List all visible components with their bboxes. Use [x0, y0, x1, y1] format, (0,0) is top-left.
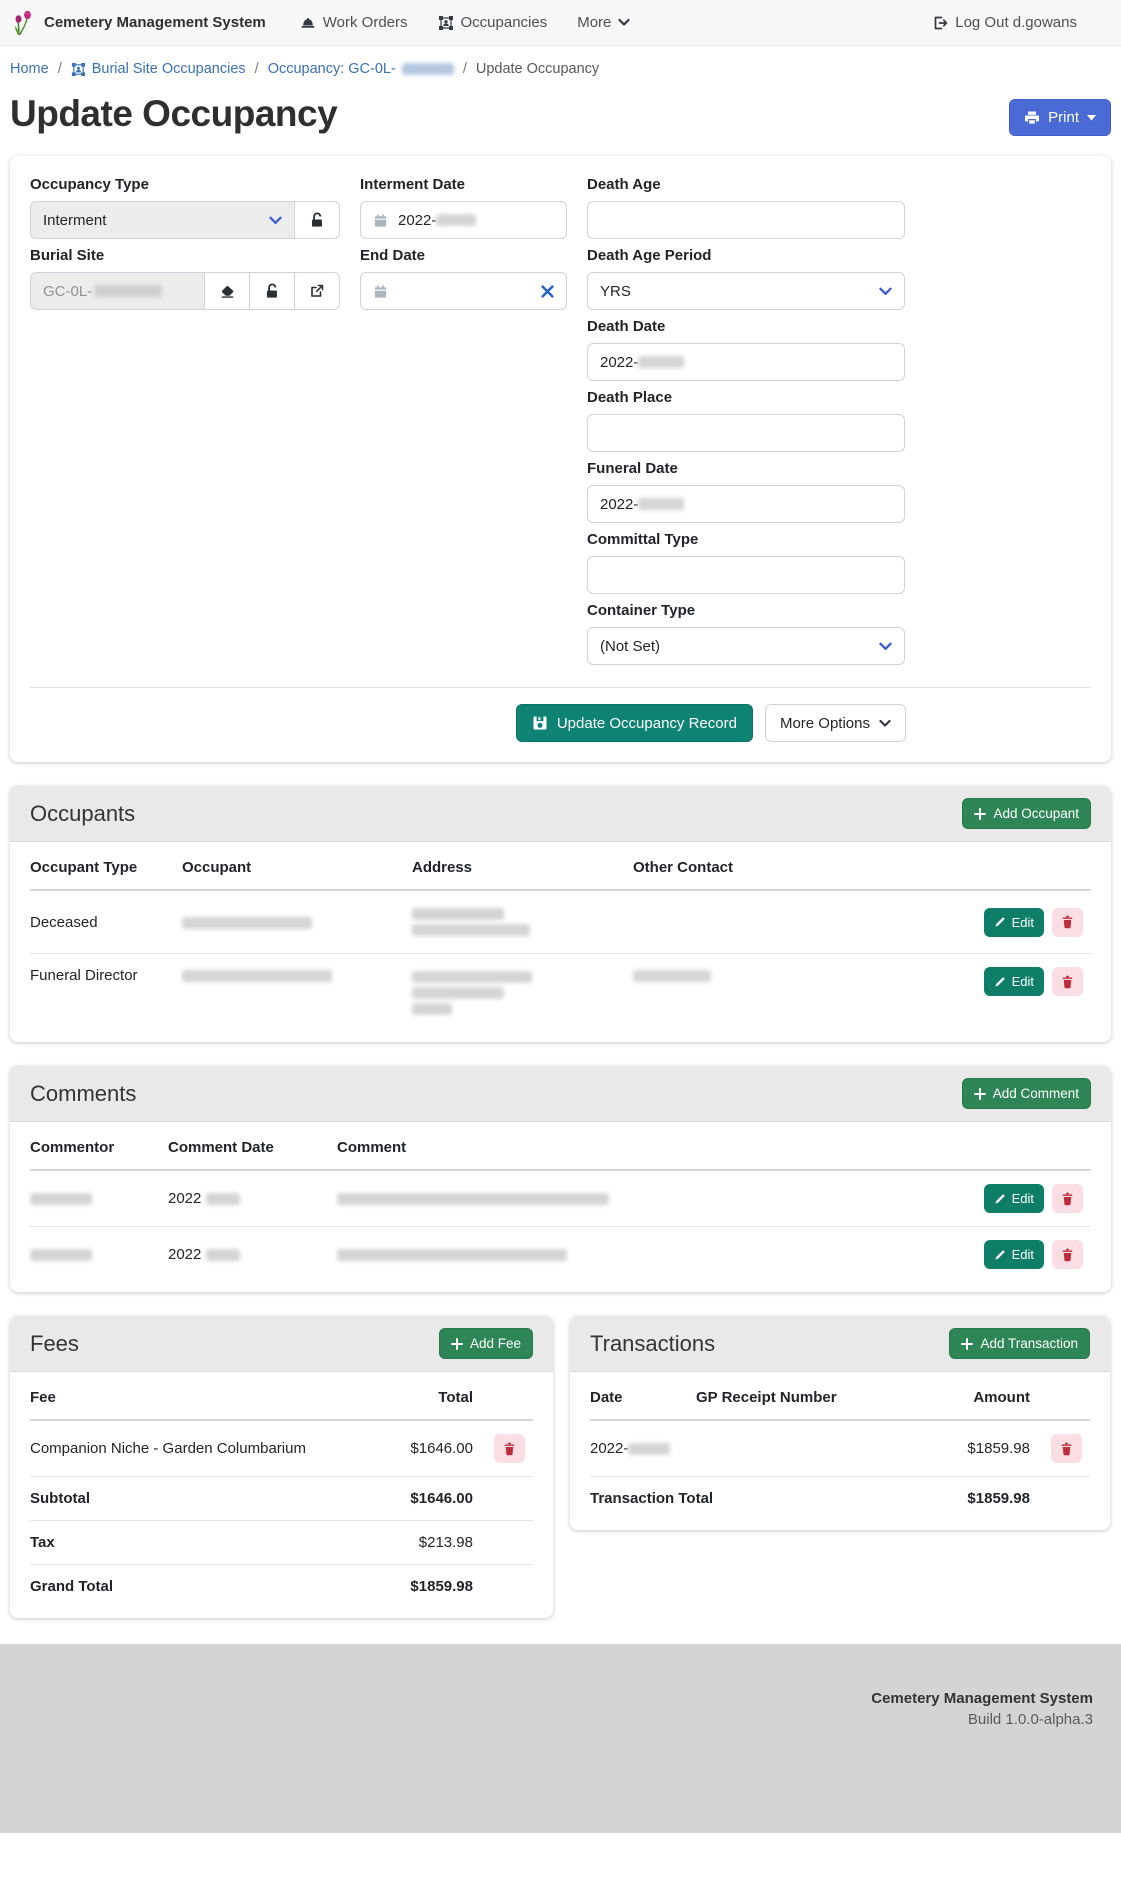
- fee-name-cell: Companion Niche - Garden Columbarium: [30, 1440, 306, 1457]
- table-row: [30, 1421, 533, 1477]
- redacted-text: [628, 1443, 670, 1455]
- add-comment-button[interactable]: [962, 1078, 1091, 1109]
- trash-icon: [1061, 1248, 1074, 1262]
- column-header: Comment Date: [168, 1139, 274, 1156]
- printer-icon: [1024, 110, 1040, 126]
- comment-cell: [337, 1233, 941, 1276]
- transaction-date-prefix: 2022-: [590, 1440, 629, 1457]
- column-header: Date: [590, 1389, 623, 1406]
- nav-item-occupancies[interactable]: [438, 14, 548, 31]
- breadcrumb-home[interactable]: Home: [10, 61, 49, 77]
- fees-header: [10, 1316, 553, 1372]
- tax-value: $213.98: [418, 1534, 473, 1551]
- edit-occupant-button[interactable]: [984, 967, 1044, 996]
- address-cell: [412, 891, 633, 953]
- plus-icon: [974, 1088, 986, 1100]
- column-header: Amount: [973, 1389, 1030, 1406]
- trash-icon: [1061, 915, 1074, 929]
- breadcrumb-label: Occupancy: GC-0L-: [267, 61, 396, 77]
- add-occupant-button[interactable]: [962, 798, 1091, 829]
- occupant-type-cell: Funeral Director: [30, 967, 138, 984]
- add-comment-label: Add Comment: [992, 1086, 1079, 1101]
- pencil-icon: [994, 916, 1006, 928]
- occupancy-frame-icon: [438, 15, 454, 31]
- form-column-middle: [360, 176, 567, 318]
- logout-label: Log Out d.gowans: [955, 14, 1077, 31]
- funeral-date-field: [587, 460, 905, 523]
- redacted-text: [638, 356, 684, 368]
- add-transaction-label: Add Transaction: [980, 1336, 1078, 1351]
- update-label: Update Occupancy Record: [556, 714, 737, 732]
- pencil-icon: [994, 1249, 1006, 1261]
- breadcrumb-separator: /: [57, 61, 62, 77]
- funeral-date-label: Funeral Date: [587, 460, 678, 477]
- row-actions: [941, 1171, 1091, 1226]
- occupants-card: [10, 786, 1111, 1042]
- occupancy-type-field: [30, 176, 340, 239]
- transaction-total-value: $1859.98: [967, 1490, 1030, 1507]
- column-header: Occupant Type: [30, 859, 138, 876]
- burial-site-field: [30, 247, 340, 310]
- interment-date-field: [360, 176, 567, 239]
- occupants-title: Occupants: [30, 800, 136, 826]
- table-row: [590, 1421, 1090, 1477]
- death-date-value: 2022-: [600, 353, 639, 371]
- redacted-text: [30, 1249, 92, 1261]
- lock-toggle-button[interactable]: [250, 272, 295, 310]
- occupants-table-header: [30, 846, 1091, 891]
- plus-icon: [451, 1338, 463, 1350]
- save-icon: [532, 715, 548, 731]
- other-contact-cell: [633, 954, 813, 997]
- breadcrumb-occupancy[interactable]: [268, 61, 454, 77]
- comments-header: [10, 1066, 1111, 1122]
- column-header: Occupant: [182, 859, 252, 876]
- commentor-cell: [30, 1177, 168, 1220]
- nav-item-more[interactable]: [577, 14, 630, 31]
- plus-icon: [961, 1338, 973, 1350]
- edit-comment-button[interactable]: [984, 1184, 1044, 1213]
- death-place-field: [587, 389, 905, 452]
- subtotal-row: [30, 1477, 533, 1521]
- logout-link[interactable]: [932, 14, 1077, 31]
- comment-cell: [337, 1177, 941, 1220]
- address-cell: [412, 954, 633, 1032]
- death-age-period-field: [587, 247, 905, 310]
- occupant-cell: [182, 901, 412, 944]
- more-options-button[interactable]: [765, 704, 906, 742]
- nav-item-label: Work Orders: [322, 14, 408, 31]
- comments-table-header: [30, 1126, 1091, 1171]
- death-age-label: Death Age: [587, 176, 661, 193]
- add-fee-button[interactable]: [439, 1328, 533, 1359]
- tax-row: [30, 1521, 533, 1565]
- delete-occupant-button[interactable]: [1052, 967, 1083, 996]
- row-actions: [1038, 1421, 1090, 1476]
- chevron-down-icon: [879, 719, 891, 728]
- subtotal-value: $1646.00: [410, 1490, 473, 1507]
- death-age-field: [587, 176, 905, 239]
- committal-type-input[interactable]: [587, 556, 905, 594]
- chevron-down-icon: [879, 642, 892, 651]
- pencil-icon: [994, 1193, 1006, 1205]
- grand-total-label: Grand Total: [30, 1578, 114, 1595]
- tax-label: Tax: [30, 1534, 55, 1551]
- occupancy-type-select[interactable]: [30, 201, 295, 239]
- redacted-text: [412, 987, 504, 999]
- transactions-card: [570, 1316, 1110, 1530]
- row-actions: [813, 954, 1091, 1009]
- fees-title: Fees: [30, 1330, 79, 1356]
- trash-icon: [1061, 1192, 1074, 1206]
- other-contact-cell: [633, 909, 813, 935]
- redacted-text: [182, 917, 312, 929]
- column-header: Commentor: [30, 1139, 115, 1156]
- tulip-logo-icon: [14, 10, 36, 36]
- death-date-input[interactable]: [587, 343, 905, 381]
- container-type-label: Container Type: [587, 602, 696, 619]
- transactions-table: [570, 1372, 1110, 1530]
- transactions-table-header: [590, 1376, 1090, 1421]
- gp-receipt-cell: [696, 1436, 926, 1462]
- occupancy-frame-icon: [71, 62, 86, 77]
- occupancy-form-card: [10, 156, 1111, 762]
- redacted-text: [402, 63, 454, 75]
- interment-date-value: 2022-: [398, 211, 437, 229]
- row-actions: [813, 895, 1091, 950]
- committal-type-label: Committal Type: [587, 531, 699, 548]
- breadcrumb-separator: /: [462, 61, 467, 77]
- fees-card: [10, 1316, 553, 1618]
- row-actions: [481, 1421, 533, 1476]
- calendar-icon: [373, 284, 388, 299]
- title-row: [10, 93, 1111, 136]
- transaction-total-row: [590, 1477, 1090, 1520]
- plus-icon: [974, 808, 986, 820]
- end-date-input[interactable]: [360, 272, 567, 310]
- table-row: [30, 1171, 1091, 1227]
- external-link-icon: [309, 283, 325, 299]
- burial-site-input[interactable]: [30, 272, 205, 310]
- column-header: Total: [438, 1389, 473, 1406]
- lock-toggle-button[interactable]: [295, 201, 340, 239]
- edit-comment-button[interactable]: [984, 1240, 1044, 1269]
- death-age-period-label: Death Age Period: [587, 247, 712, 264]
- pencil-icon: [994, 976, 1006, 988]
- fees-table-header: [30, 1376, 533, 1421]
- calendar-icon: [373, 213, 388, 228]
- chevron-down-icon: [618, 18, 630, 27]
- footer-app-name: Cemetery Management System: [871, 1690, 1093, 1707]
- table-row: [30, 891, 1091, 954]
- form-column-left: [30, 176, 340, 318]
- add-occupant-label: Add Occupant: [993, 806, 1079, 821]
- funeral-date-value: 2022-: [600, 495, 639, 513]
- nav-item-work-orders[interactable]: [300, 14, 408, 31]
- death-date-label: Death Date: [587, 318, 666, 335]
- death-age-period-value: YRS: [600, 282, 631, 300]
- redacted-text: [337, 1193, 609, 1205]
- breadcrumb-burial-site-occupancies[interactable]: [71, 61, 246, 77]
- chevron-down-icon: [879, 287, 892, 296]
- death-place-input[interactable]: [587, 414, 905, 452]
- breadcrumb-current: Update Occupancy: [475, 61, 600, 77]
- breadcrumb-separator: /: [254, 61, 259, 77]
- chevron-down-icon: [269, 216, 282, 225]
- table-row: [30, 1227, 1091, 1282]
- form-column-right: [587, 176, 905, 673]
- death-date-field: [587, 318, 905, 381]
- breadcrumb: [0, 46, 1121, 85]
- add-fee-label: Add Fee: [469, 1336, 521, 1351]
- grand-total-value: $1859.98: [410, 1578, 473, 1595]
- redacted-text: [94, 285, 162, 297]
- grand-total-row: [30, 1565, 533, 1608]
- comment-date-prefix: 2022: [168, 1190, 202, 1207]
- edit-label: Edit: [1011, 1247, 1034, 1262]
- interment-date-label: Interment Date: [360, 176, 466, 193]
- redacted-text: [412, 908, 504, 920]
- print-label: Print: [1048, 109, 1079, 126]
- unlock-icon: [264, 283, 281, 300]
- container-type-value: (Not Set): [600, 637, 661, 655]
- redacted-text: [633, 970, 711, 982]
- death-age-input[interactable]: [587, 201, 905, 239]
- redacted-text: [436, 214, 476, 226]
- subtotal-label: Subtotal: [30, 1490, 90, 1507]
- comment-date-cell: [168, 1177, 337, 1220]
- death-age-period-select[interactable]: [587, 272, 905, 310]
- footer-build-version: Build 1.0.0-alpha.3: [967, 1711, 1093, 1728]
- nav-item-label: More: [577, 14, 612, 31]
- print-button[interactable]: [1009, 99, 1111, 136]
- breadcrumb-label: Burial Site Occupancies: [91, 61, 246, 77]
- column-header: Address: [412, 859, 473, 876]
- add-transaction-button[interactable]: [949, 1328, 1090, 1359]
- commentor-cell: [30, 1233, 168, 1276]
- death-place-label: Death Place: [587, 389, 673, 406]
- amount-cell: $1859.98: [967, 1440, 1030, 1457]
- transaction-date-cell: [590, 1427, 696, 1470]
- hard-hat-icon: [300, 15, 316, 31]
- trash-icon: [1061, 975, 1074, 989]
- row-actions: [941, 1227, 1091, 1282]
- trash-icon: [503, 1442, 516, 1456]
- occupants-table: [10, 842, 1111, 1042]
- column-header: Comment: [337, 1139, 407, 1156]
- nav-item-label: Occupancies: [460, 14, 548, 31]
- clear-end-date-icon[interactable]: [541, 285, 554, 298]
- redacted-text: [412, 924, 530, 936]
- comment-date-prefix: 2022: [168, 1246, 202, 1263]
- fees-table: [10, 1372, 553, 1618]
- edit-label: Edit: [1011, 974, 1034, 989]
- delete-comment-button[interactable]: [1052, 1184, 1083, 1213]
- open-burial-site-button[interactable]: [295, 272, 340, 310]
- transactions-title: Transactions: [590, 1330, 716, 1356]
- redacted-text: [182, 970, 332, 982]
- occupancy-type-label: Occupancy Type: [30, 176, 149, 193]
- occupant-type-cell: Deceased: [30, 913, 98, 931]
- burial-site-value: GC-0L-: [43, 282, 93, 300]
- column-header: Fee: [30, 1389, 56, 1406]
- edit-occupant-button[interactable]: [984, 908, 1044, 937]
- column-header: GP Receipt Number: [696, 1389, 837, 1406]
- funeral-date-input[interactable]: [587, 485, 905, 523]
- comments-card: [10, 1066, 1111, 1292]
- brand[interactable]: [14, 10, 266, 36]
- page-footer: [0, 1644, 1121, 1833]
- column-header: Other Contact: [633, 859, 734, 876]
- trash-icon: [1060, 1442, 1073, 1456]
- burial-site-label: Burial Site: [30, 247, 105, 264]
- unlock-icon: [309, 212, 326, 229]
- update-occupancy-record-button[interactable]: [516, 704, 753, 742]
- caret-down-icon: [1087, 115, 1096, 121]
- redacted-text: [206, 1249, 240, 1261]
- more-options-label: More Options: [779, 714, 870, 732]
- clear-burial-site-button[interactable]: [205, 272, 250, 310]
- page-title: Update Occupancy: [10, 93, 338, 134]
- eraser-icon: [219, 283, 236, 300]
- redacted-text: [206, 1193, 240, 1205]
- end-date-label: End Date: [360, 247, 426, 264]
- comments-table: [10, 1122, 1111, 1292]
- container-type-select[interactable]: [587, 627, 905, 665]
- occupants-header: [10, 786, 1111, 842]
- transaction-total-label: Transaction Total: [590, 1490, 714, 1507]
- edit-label: Edit: [1011, 914, 1034, 930]
- delete-occupant-button[interactable]: [1052, 908, 1083, 937]
- comments-title: Comments: [30, 1080, 137, 1106]
- redacted-text: [412, 1003, 452, 1015]
- redacted-text: [638, 498, 684, 510]
- edit-label: Edit: [1011, 1191, 1034, 1206]
- interment-date-input[interactable]: [360, 201, 567, 239]
- fees-transactions-row: [10, 1316, 1111, 1618]
- redacted-text: [337, 1249, 567, 1261]
- fee-total-cell: $1646.00: [410, 1440, 473, 1457]
- occupant-cell: [182, 954, 412, 997]
- container-type-field: [587, 602, 905, 665]
- sign-out-icon: [932, 15, 948, 31]
- end-date-field: [360, 247, 567, 310]
- comment-date-cell: [168, 1233, 337, 1276]
- redacted-text: [412, 971, 532, 983]
- committal-type-field: [587, 531, 905, 594]
- table-row: [30, 954, 1091, 1032]
- delete-comment-button[interactable]: [1052, 1240, 1083, 1269]
- brand-label: Cemetery Management System: [44, 14, 266, 31]
- top-navbar: [0, 0, 1121, 46]
- form-footer: [30, 687, 1091, 758]
- delete-transaction-button[interactable]: [1051, 1434, 1082, 1463]
- transactions-header: [570, 1316, 1110, 1372]
- occupancy-type-value: Interment: [43, 211, 107, 229]
- redacted-text: [30, 1193, 92, 1205]
- delete-fee-button[interactable]: [494, 1434, 525, 1463]
